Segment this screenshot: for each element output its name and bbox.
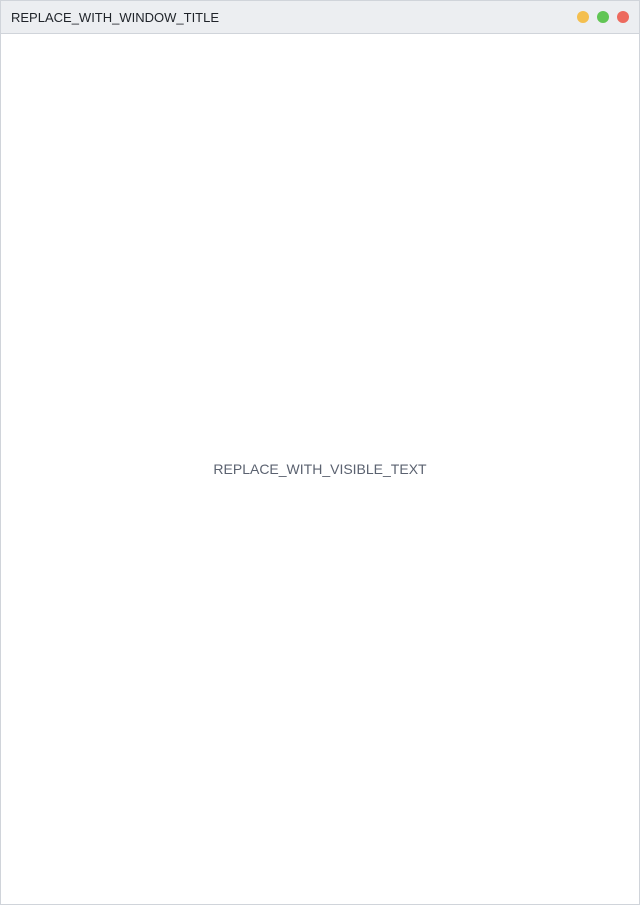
main-content bbox=[1, 34, 639, 904]
close-icon[interactable] bbox=[617, 11, 629, 23]
window-title: REPLACE_WITH_WINDOW_TITLE bbox=[11, 9, 220, 25]
window-controls bbox=[577, 11, 629, 23]
maximize-icon[interactable] bbox=[597, 11, 609, 23]
title-bar bbox=[1, 1, 639, 34]
minimize-icon[interactable] bbox=[577, 11, 589, 23]
placeholder-message: REPLACE_WITH_VISIBLE_TEXT bbox=[213, 460, 427, 477]
